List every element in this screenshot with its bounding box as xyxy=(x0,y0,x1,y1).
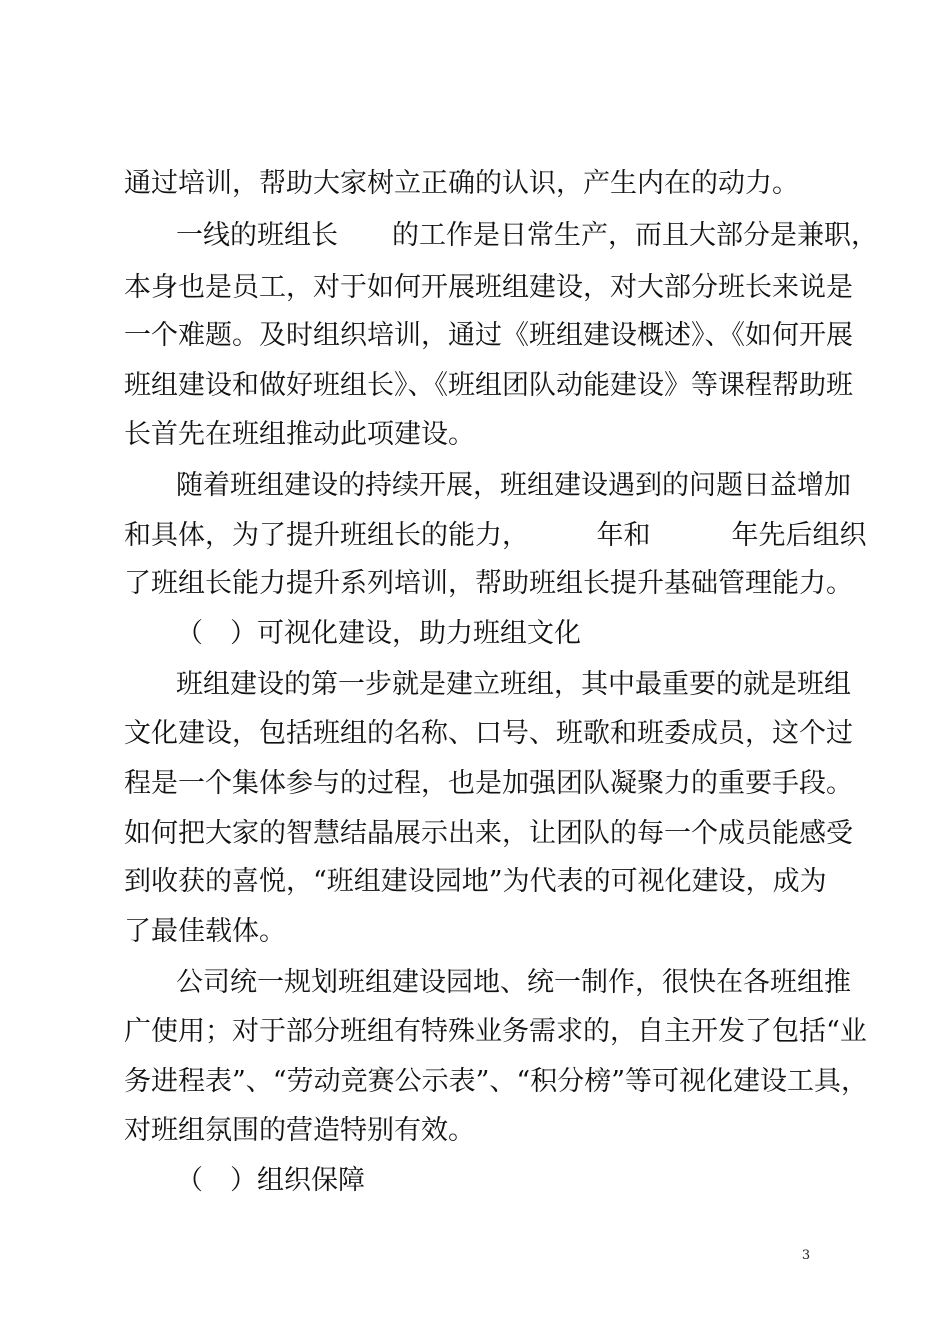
text-line: 长首先在班组推动此项建设。 xyxy=(124,419,475,450)
text-line: 到收获的喜悦，“班组建设园地”为代表的可视化建设，成为 xyxy=(124,866,827,897)
text-line: 文化建设，包括班组的名称、口号、班歌和班委成员，这个过 xyxy=(124,718,853,749)
section-heading: （ ）可视化建设，助力班组文化 xyxy=(176,618,581,649)
text-line: 班组建设和做好班组长》、《班组团队动能建设》等课程帮助班 xyxy=(124,370,853,401)
text-line: 广使用；对于部分班组有特殊业务需求的，自主开发了包括“业 xyxy=(124,1016,867,1047)
text-line: 一个难题。及时组织培训，通过《班组建设概述》、《如何开展 xyxy=(124,320,853,351)
text-line: 程是一个集体参与的过程，也是加强团队凝聚力的重要手段。 xyxy=(124,768,853,799)
text-line: 本身也是员工，对于如何开展班组建设，对大部分班长来说是 xyxy=(124,272,853,303)
text-line: 公司统一规划班组建设园地、统一制作，很快在各班组推 xyxy=(176,967,851,998)
text-line: 班组建设的第一步就是建立班组，其中最重要的就是班组 xyxy=(176,669,851,700)
page-number: 3 xyxy=(801,1248,811,1263)
text-line: 随着班组建设的持续开展，班组建设遇到的问题日益增加 xyxy=(176,470,851,501)
text-line: 了班组长能力提升系列培训，帮助班组长提升基础管理能力。 xyxy=(124,568,853,599)
text-line: 和具体，为了提升班组长的能力， 年和 年先后组织 xyxy=(124,520,867,551)
text-line: 了最佳载体。 xyxy=(124,916,286,947)
text-line: 通过培训，帮助大家树立正确的认识，产生内在的动力。 xyxy=(124,168,799,199)
text-line: 一线的班组长 的工作是日常生产，而且大部分是兼职， xyxy=(176,220,878,251)
text-line: 如何把大家的智慧结晶展示出来，让团队的每一个成员能感受 xyxy=(124,818,853,849)
text-line: 务进程表”、“劳动竞赛公示表”、“积分榜”等可视化建设工具， xyxy=(124,1066,869,1097)
section-heading: （ ）组织保障 xyxy=(176,1165,365,1196)
text-line: 对班组氛围的营造特别有效。 xyxy=(124,1115,475,1146)
